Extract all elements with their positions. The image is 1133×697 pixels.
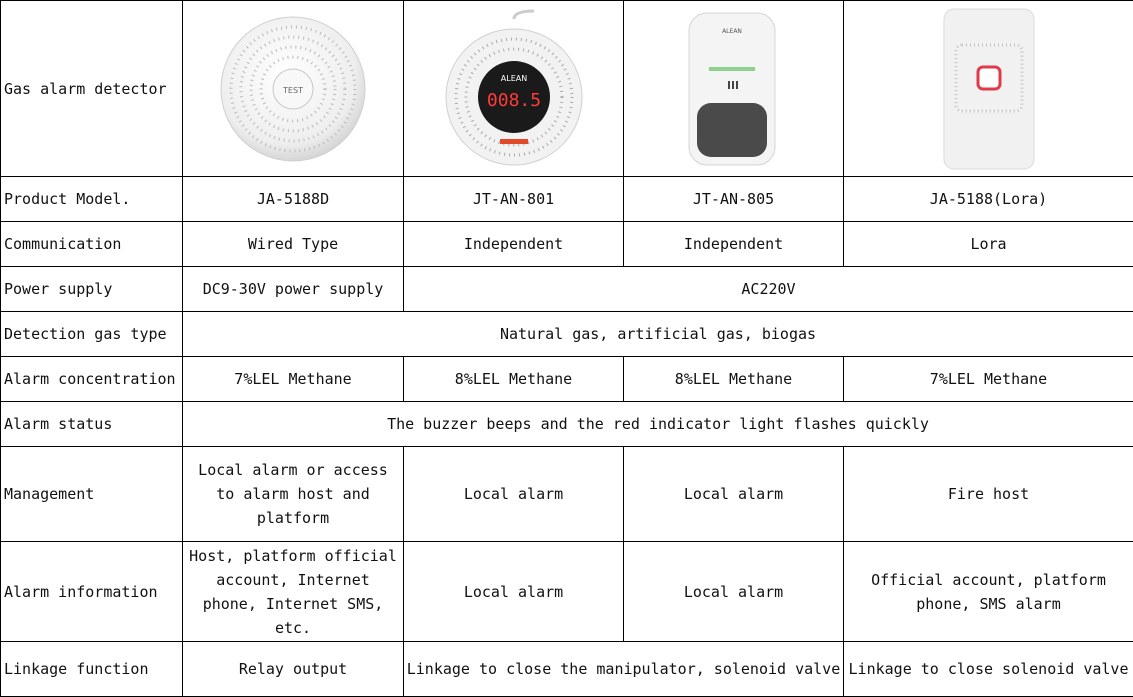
table-cell: Independent xyxy=(624,222,844,267)
row-label: Product Model. xyxy=(1,177,183,222)
table-cell: Wired Type xyxy=(183,222,404,267)
table-row xyxy=(1,402,1133,447)
row-label: Power supply xyxy=(1,267,183,312)
plug-in-gas-detector-image xyxy=(679,9,789,169)
digital-display: 008.5 xyxy=(486,90,540,111)
table-row xyxy=(1,177,1133,222)
table-cell: Local alarm xyxy=(404,447,624,542)
table-cell: DC9-30V power supply xyxy=(183,267,404,312)
table-cell: 7%LEL Methane xyxy=(844,357,1133,402)
device-label: TEST xyxy=(282,86,303,95)
round-ceiling-gas-detector-image xyxy=(213,9,373,169)
table-cell: Local alarm xyxy=(404,542,624,642)
table-row xyxy=(1,542,1133,642)
table-cell: Natural gas, artificial gas, biogas xyxy=(183,312,1133,357)
table-row xyxy=(1,312,1133,357)
table-row xyxy=(1,642,1133,697)
table-cell: 7%LEL Methane xyxy=(183,357,404,402)
wall-mounted-lora-gas-detector-image xyxy=(934,5,1044,173)
device-brand: ALEAN xyxy=(722,28,742,35)
table-cell: JT-AN-805 xyxy=(624,177,844,222)
table-cell: Lora xyxy=(844,222,1133,267)
table-cell: Local alarm or access to alarm host and platform xyxy=(183,447,404,542)
table-row xyxy=(1,222,1133,267)
table-cell: Linkage to close the manipulator, solenoid valve xyxy=(404,642,844,697)
table-cell: 8%LEL Methane xyxy=(624,357,844,402)
table-cell: JT-AN-801 xyxy=(404,177,624,222)
table-row xyxy=(1,267,1133,312)
row-label: Management xyxy=(1,447,183,542)
product-image-cell xyxy=(183,1,404,177)
table-cell: 8%LEL Methane xyxy=(404,357,624,402)
row-label: Communication xyxy=(1,222,183,267)
row-label: Alarm information xyxy=(1,542,183,642)
table-cell: JA-5188(Lora) xyxy=(844,177,1133,222)
table-cell: JA-5188D xyxy=(183,177,404,222)
table-cell: AC220V xyxy=(404,267,1133,312)
table-row xyxy=(1,447,1133,542)
product-image-cell xyxy=(404,1,624,177)
table-cell: Independent xyxy=(404,222,624,267)
table-cell: Local alarm xyxy=(624,542,844,642)
product-image-cell xyxy=(844,1,1133,177)
table-cell: Host, platform official account, Internet phone, Internet SMS, etc. xyxy=(183,542,404,642)
table-cell: The buzzer beeps and the red indicator light flashes quickly xyxy=(183,402,1133,447)
header-label-cell xyxy=(1,1,183,177)
table-cell: Linkage to close solenoid valve xyxy=(844,642,1133,697)
table-row xyxy=(1,1,1133,177)
table-cell: Official account, platform phone, SMS alarm xyxy=(844,542,1133,642)
table-cell: Local alarm xyxy=(624,447,844,542)
table-cell: Fire host xyxy=(844,447,1133,542)
table-row xyxy=(1,357,1133,402)
row-label: Linkage function xyxy=(1,642,183,697)
product-image-cell xyxy=(624,1,844,177)
round-digital-display-gas-detector-image xyxy=(434,9,594,169)
row-label: Alarm status xyxy=(1,402,183,447)
header-label: Gas alarm detector xyxy=(4,80,167,98)
row-label: Alarm concentration xyxy=(1,357,183,402)
device-brand: ALEAN xyxy=(500,74,526,83)
table-cell: Relay output xyxy=(183,642,404,697)
row-label: Detection gas type xyxy=(1,312,183,357)
